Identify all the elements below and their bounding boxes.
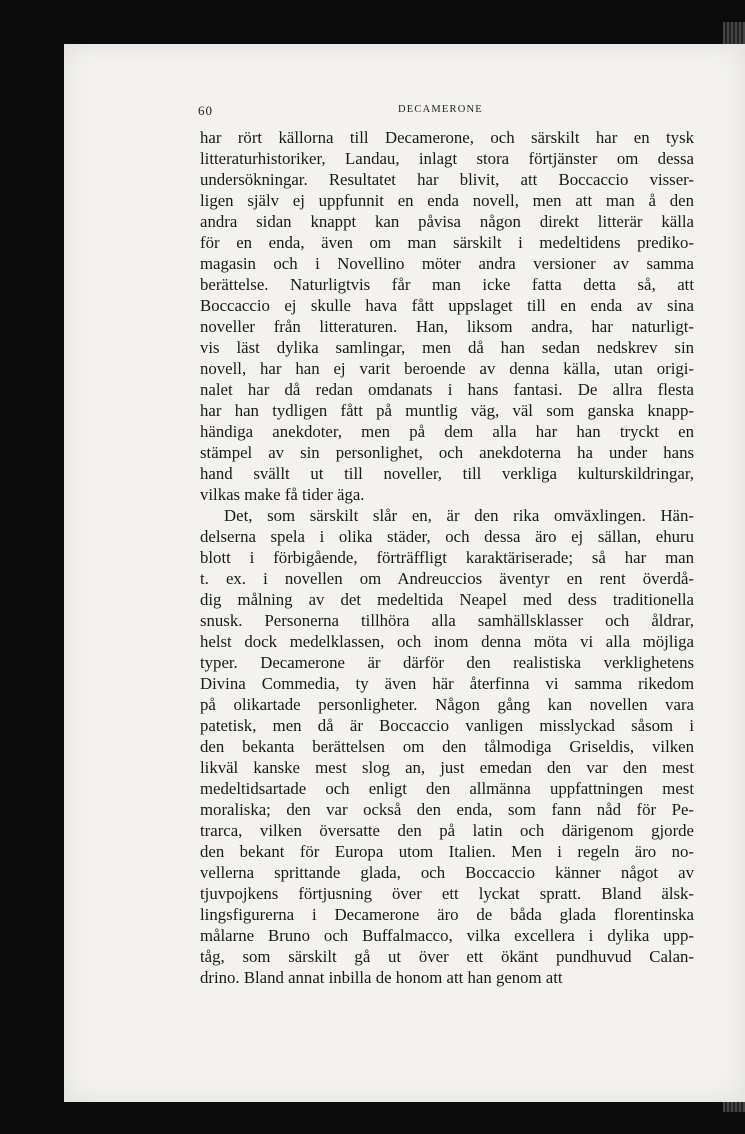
text-line: har han tydligen fått på muntlig väg, väl som ganska knapp-: [200, 401, 694, 420]
text-line: tåg, som särskilt gå ut över ett ökänt pundhuvud Calan-: [200, 947, 694, 966]
text-line: undersökningar. Resultatet har blivit, att Boccaccio visser-: [200, 170, 694, 189]
text-line: likväl kanske mest slog an, just emedan den var den mest: [200, 758, 694, 777]
text-line: på olikartade personligheter. Någon gång kan novellen vara: [200, 695, 694, 714]
text-line: blott i förbigående, förträffligt karaktäriserade; så har man: [200, 548, 694, 567]
text-line: stämpel av sin personlighet, och anekdoterna ha under hans: [200, 443, 694, 462]
text-line: händiga anekdoter, men på dem alla har han tryckt en: [200, 422, 694, 441]
text-line: t. ex. i novellen om Andreuccios äventyr en rent överdå-: [200, 569, 694, 588]
text-line: den bekant för Europa utom Italien. Men i regeln äro no-: [200, 842, 694, 861]
text-line: nalet har då redan omdanats i hans fantasi. De allra flesta: [200, 380, 694, 399]
text-line: noveller från litteraturen. Han, liksom andra, har naturligt-: [200, 317, 694, 336]
text-line: andra sidan knappt kan påvisa någon direkt litterär källa: [200, 212, 694, 231]
text-line: har rört källorna till Decamerone, och särskilt har en tysk: [200, 128, 694, 147]
text-line: novell, har han ej varit beroende av denna källa, utan origi-: [200, 359, 694, 378]
text-line: trarca, vilken översatte den på latin och därigenom gjorde: [200, 821, 694, 840]
scan-edge-bottom: [723, 1102, 745, 1112]
text-line: moraliska; den var också den enda, som fann nåd för Pe-: [200, 800, 694, 819]
text-line: tjuvpojkens förtjusning över ett lyckat spratt. Bland älsk-: [200, 884, 694, 903]
page-number: 60: [198, 103, 213, 118]
text-line: lingsfigurerna i Decamerone äro de båda glada florentinska: [200, 905, 694, 924]
text-line: delserna spela i olika städer, och dessa äro ej sällan, ehuru: [200, 527, 694, 546]
body-text: [200, 127, 694, 988]
text-line: Det, som särskilt slår en, är den rika omväxlingen. Hän-: [224, 506, 694, 525]
text-line: den bekanta berättelsen om den tålmodiga Griseldis, vilken: [200, 737, 694, 756]
text-line: hand svällt ut till noveller, till verkliga kulturskildringar,: [200, 464, 694, 483]
text-line: Divina Commedia, ty även här återfinna vi samma rikedom: [200, 674, 694, 693]
text-line: litteraturhistoriker, Landau, inlagt stora förtjänster om dessa: [200, 149, 694, 168]
text-line: dig målning av det medeltida Neapel med dess traditionella: [200, 590, 694, 609]
text-line: snusk. Personerna tillhöra alla samhällsklasser och åldrar,: [200, 611, 694, 630]
text-line: patetisk, men då är Boccaccio vanligen misslyckad såsom i: [200, 716, 694, 735]
text-line: helst dock medelklassen, och inom denna möta vi alla möjliga: [200, 632, 694, 651]
text-line: Boccaccio ej skulle hava fått uppslaget till en enda av sina: [200, 296, 694, 315]
text-line: ligen själv ej uppfunnit en enda novell, men att man å den: [200, 191, 694, 210]
text-line: typer. Decamerone är därför den realistiska verklighetens: [200, 653, 694, 672]
text-line: medeltidsartade och enligt den allmänna uppfattningen mest: [200, 779, 694, 798]
text-line: vilkas make få tider äga.: [200, 485, 365, 504]
text-line: berättelse. Naturligtvis får man icke fatta detta så, att: [200, 275, 694, 294]
text-line: för en enda, även om man särskilt i medeltidens prediko-: [200, 233, 694, 252]
scan-edge-top: [723, 22, 745, 44]
text-line: vis läst dylika samlingar, men då han sedan nedskrev sin: [200, 338, 694, 357]
text-line: drino. Bland annat inbilla de honom att han genom att: [200, 968, 563, 987]
running-title: DECAMERONE: [398, 104, 483, 115]
text-line: magasin och i Novellino möter andra versioner av samma: [200, 254, 694, 273]
text-line: vellerna sprittande glada, och Boccaccio känner något av: [200, 863, 694, 882]
text-line: målarne Bruno och Buffalmacco, vilka excellera i dylika upp-: [200, 926, 694, 945]
running-header: [133, 103, 694, 121]
